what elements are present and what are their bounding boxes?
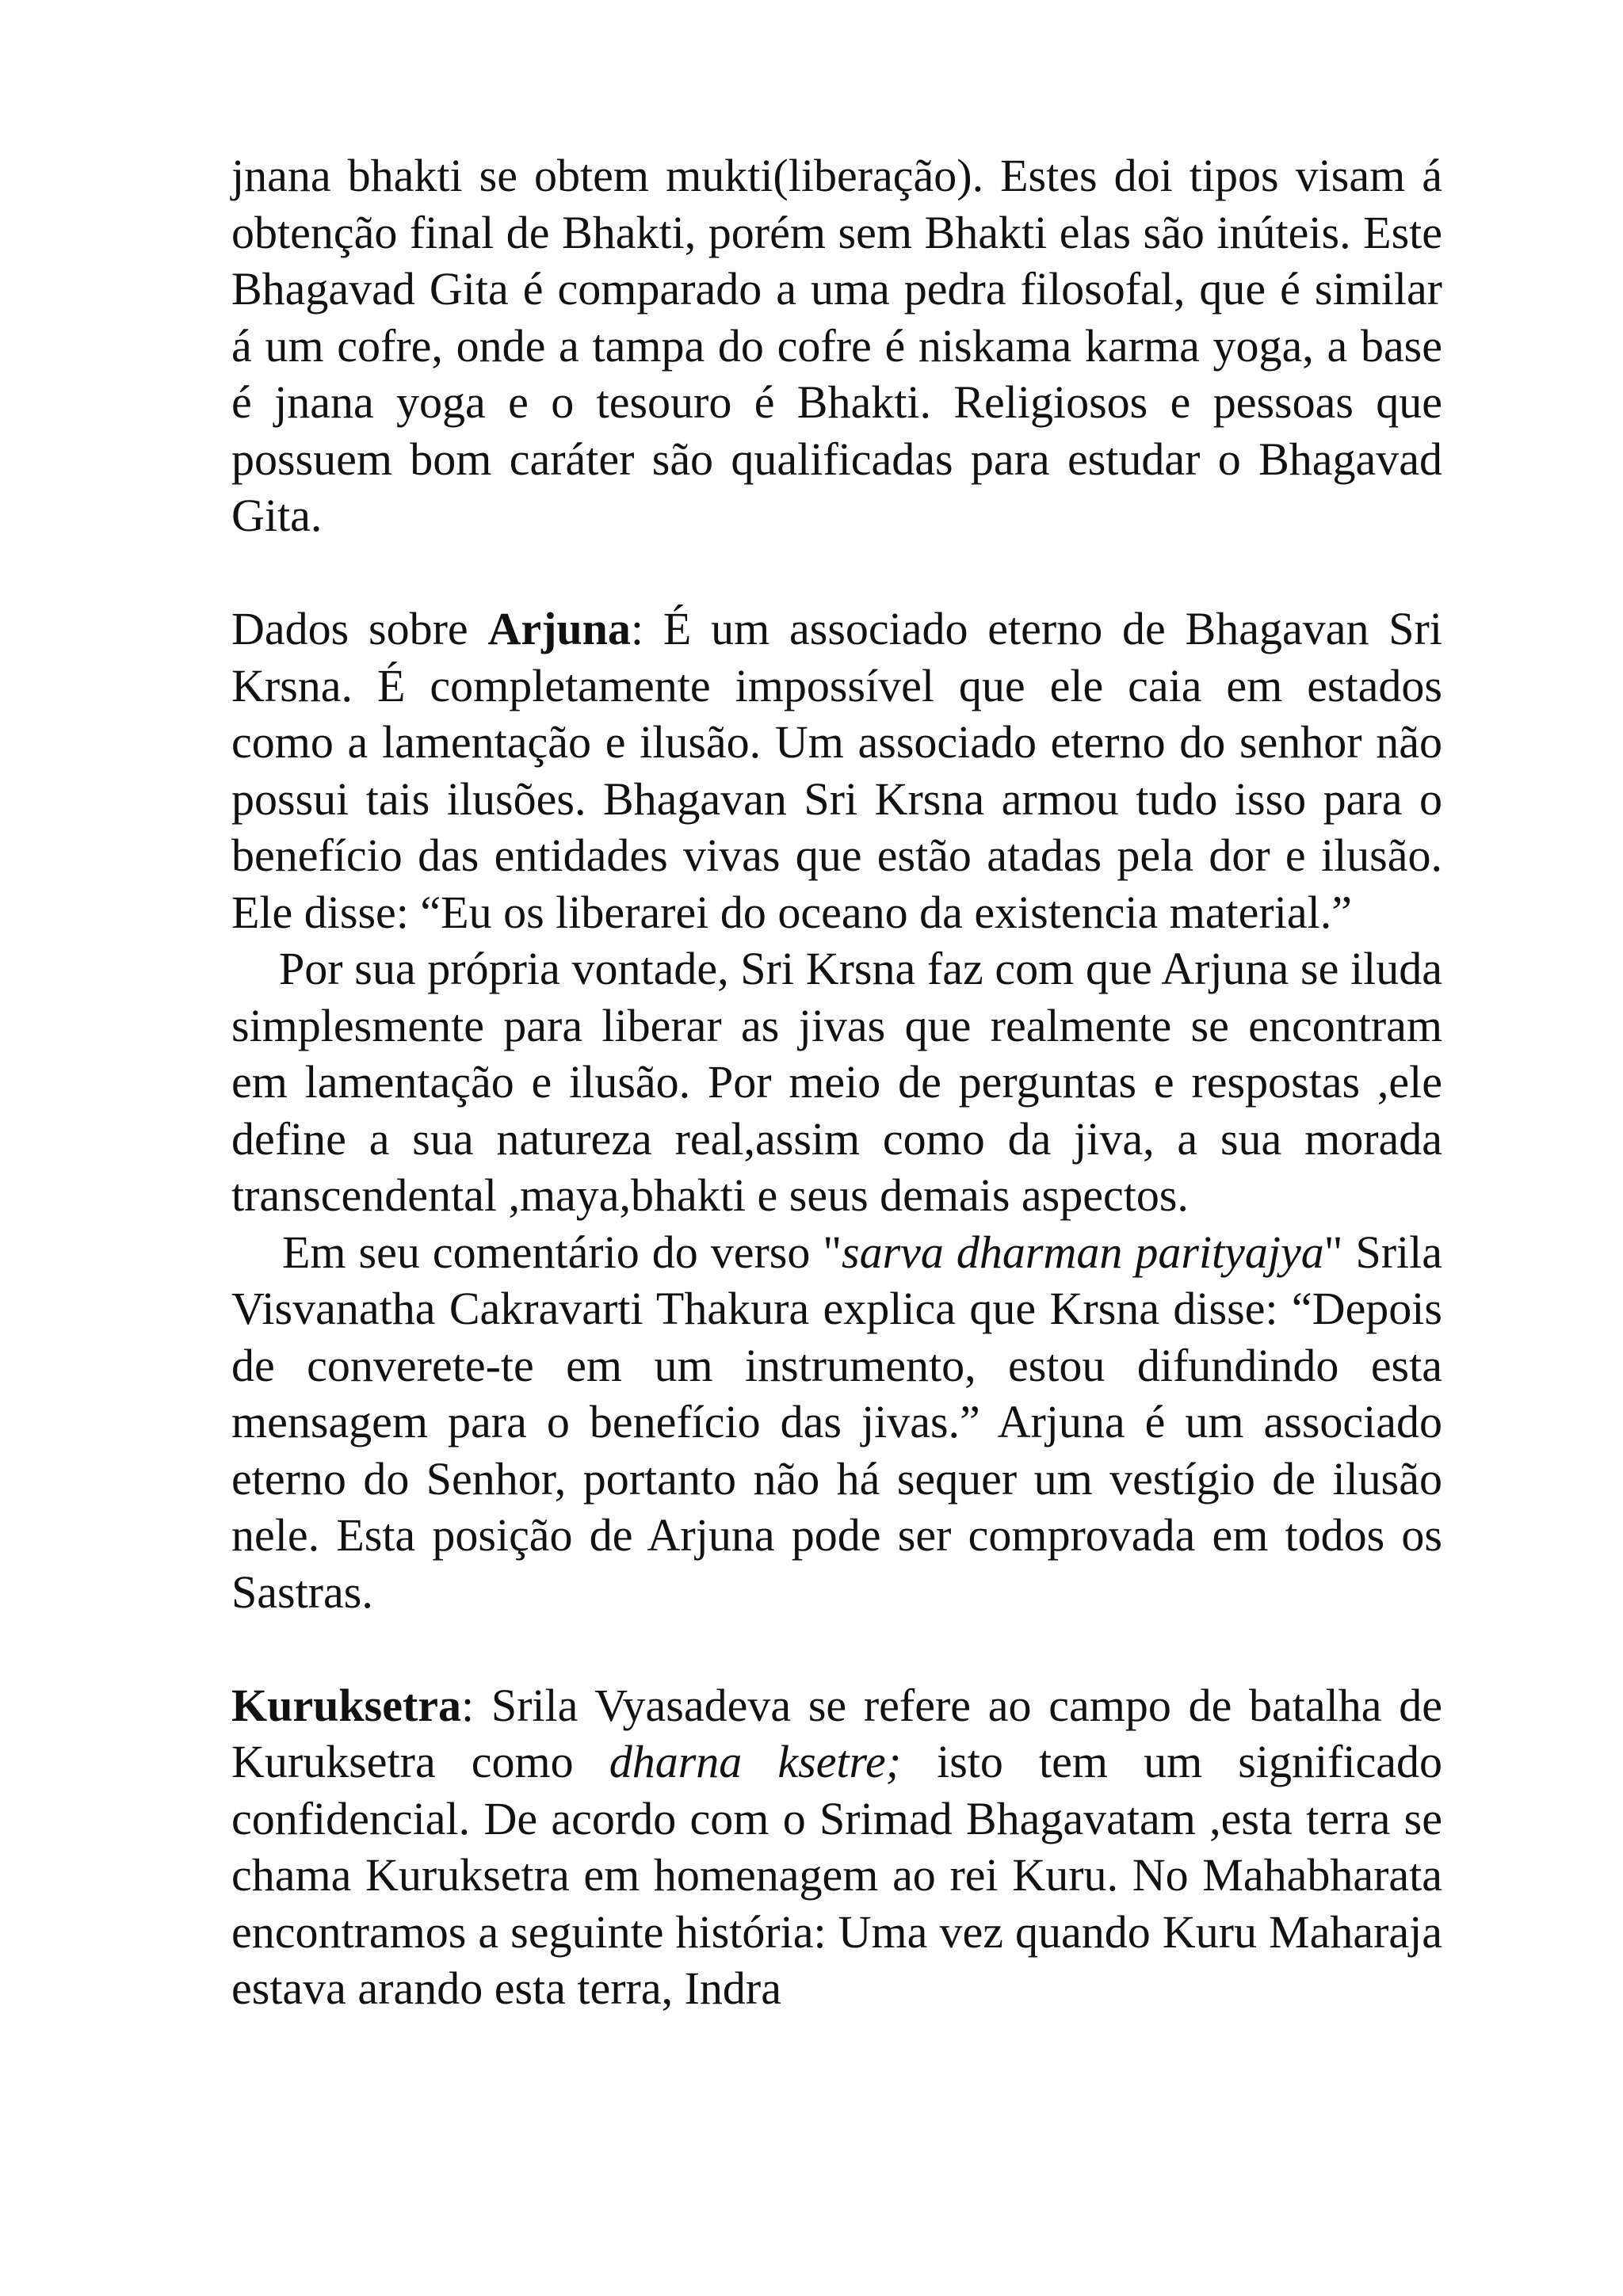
- verse-title: sarva dharman parityajya: [842, 1226, 1324, 1278]
- term-arjuna: Arjuna: [487, 603, 631, 654]
- paragraph-text: " Srila Visvanatha Cakravarti Thakura explica que Krsna disse: “Depois de converete-te em um instrumento, estou difundindo esta mensagem para o benefício das jivas.” Arjuna é um associado eterno do Senhor, portanto não há sequer um vestígio de ilusão nele. Esta posição de Arjuna pode ser comprovada em todos os Sastras.: [231, 1226, 1442, 1618]
- paragraph-lead: Dados sobre: [231, 603, 488, 654]
- document-page: [231, 147, 1442, 2017]
- paragraph-krsna-will: [231, 940, 1442, 1224]
- term-kuruksetra: Kuruksetra: [231, 1679, 461, 1731]
- paragraph-kuruksetra: [231, 1677, 1442, 2017]
- paragraph-lead: Em seu comentário do verso ": [282, 1226, 842, 1278]
- paragraph-commentary: [231, 1224, 1442, 1621]
- paragraph-text: jnana bhakti se obtem mukti(liberação). Estes doi tipos visam á obtenção final de Bhakti, porém sem Bhakti elas são inúteis. Este Bhagavad Gita é comparado a uma pedra filosofal, que é similar á um cofre, onde a tampa do cofre é niskama karma yoga, a base é jnana yoga e o tesouro é Bhakti. Religiosos e pessoas que possuem bom caráter são qualificadas para estudar o Bhagavad Gita.: [231, 150, 1442, 541]
- phrase-dharna-ksetre: dharna ksetre;: [609, 1736, 902, 1787]
- paragraph-lead: : Srila Vyasadeva se refere ao campo de batalha de Kuruksetra como: [231, 1679, 1442, 1787]
- paragraph-text: Por sua própria vontade, Sri Krsna faz com que Arjuna se iluda simplesmente para liberar as jivas que realmente se encontram em lamentação e ilusão. Por meio de perguntas e respostas ,ele define a sua natureza real,assim como da jiva, a sua morada transcendental ,maya,bhakti e seus demais aspectos.: [231, 943, 1442, 1221]
- paragraph-text: isto tem um significado confidencial. De acordo com o Srimad Bhagavatam ,esta terra se chama Kuruksetra em homenagem ao rei Kuru. No Mahabharata encontramos a seguinte história: Uma vez quando Kuru Maharaja estava arando esta terra, Indra: [231, 1736, 1442, 2014]
- paragraph-text: : É um associado eterno de Bhagavan Sri Krsna. É completamente impossível que ele caia em estados como a lamentação e ilusão. Um associado eterno do senhor não possui tais ilusões. Bhagavan Sri Krsna armou tudo isso para o benefício das entidades vivas que estão atadas pela dor e ilusão. Ele disse: “Eu os liberarei do oceano da existencia material.”: [231, 603, 1442, 938]
- paragraph-arjuna-data: [231, 601, 1442, 940]
- paragraph-mukti-bhakti: [231, 147, 1442, 544]
